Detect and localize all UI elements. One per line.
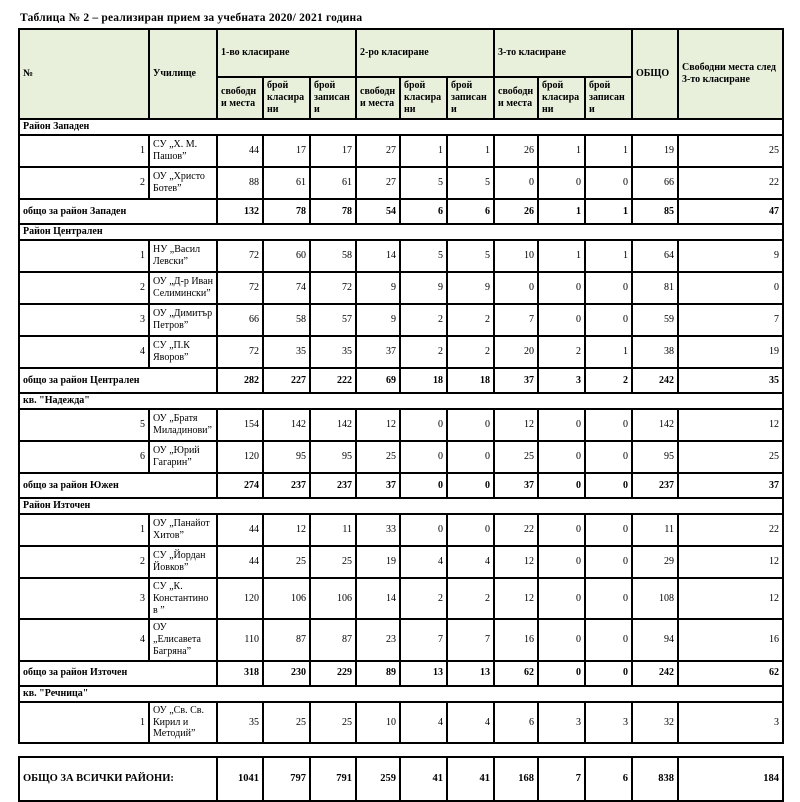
value-cell: 0 <box>538 167 585 199</box>
value-cell: 0 <box>400 473 447 498</box>
district-section-row <box>19 119 783 135</box>
value-cell: 72 <box>310 272 356 304</box>
value-cell: 12 <box>494 546 538 578</box>
value-cell: 17 <box>263 135 310 167</box>
value-cell: 25 <box>310 702 356 743</box>
value-cell: 120 <box>217 578 263 619</box>
school-row <box>19 135 783 167</box>
value-cell: 25 <box>494 441 538 473</box>
value-cell: 29 <box>632 546 678 578</box>
value-cell: 0 <box>538 619 585 660</box>
school-name-cell: ОУ „Д-р Иван Селимински” <box>149 272 217 304</box>
row-number-cell: 5 <box>19 409 149 441</box>
school-row <box>19 619 783 660</box>
value-cell: 12 <box>678 578 783 619</box>
value-cell: 12 <box>356 409 400 441</box>
value-cell: 20 <box>494 336 538 368</box>
value-cell: 0 <box>585 619 632 660</box>
grand-total-row <box>19 757 783 801</box>
value-cell: 227 <box>263 368 310 393</box>
row-number-cell: 3 <box>19 304 149 336</box>
table-body <box>19 119 783 743</box>
table-spacer <box>18 744 782 756</box>
value-cell: 25 <box>263 702 310 743</box>
school-row <box>19 441 783 473</box>
value-cell: 237 <box>310 473 356 498</box>
school-row <box>19 514 783 546</box>
value-cell: 0 <box>585 304 632 336</box>
value-cell: 9 <box>356 272 400 304</box>
value-cell: 237 <box>632 473 678 498</box>
value-cell: 66 <box>632 167 678 199</box>
value-cell: 54 <box>356 199 400 224</box>
value-cell: 4 <box>400 546 447 578</box>
value-cell: 57 <box>310 304 356 336</box>
school-name-cell: ОУ „Панайот Хитов” <box>149 514 217 546</box>
value-cell: 4 <box>447 546 494 578</box>
value-cell: 64 <box>632 240 678 272</box>
value-cell: 19 <box>678 336 783 368</box>
value-cell: 87 <box>310 619 356 660</box>
value-cell: 35 <box>678 368 783 393</box>
grand-total-table <box>18 756 784 802</box>
value-cell: 61 <box>263 167 310 199</box>
district-section-row <box>19 686 783 702</box>
value-cell: 60 <box>263 240 310 272</box>
value-cell: 0 <box>494 167 538 199</box>
value-cell: 142 <box>632 409 678 441</box>
value-cell: 94 <box>632 619 678 660</box>
value-cell: 7 <box>494 304 538 336</box>
value-cell: 4 <box>447 702 494 743</box>
subcol-free-places-2: свободни места <box>356 77 400 119</box>
value-cell: 37 <box>356 473 400 498</box>
admissions-table <box>18 28 784 744</box>
value-cell: 22 <box>678 167 783 199</box>
value-cell: 0 <box>538 304 585 336</box>
value-cell: 1 <box>585 240 632 272</box>
value-cell: 318 <box>217 661 263 686</box>
value-cell: 44 <box>217 546 263 578</box>
value-cell: 0 <box>538 409 585 441</box>
value-cell: 10 <box>494 240 538 272</box>
value-cell: 1 <box>538 135 585 167</box>
value-cell: 1 <box>538 240 585 272</box>
value-cell: 41 <box>447 757 494 801</box>
value-cell: 32 <box>632 702 678 743</box>
value-cell: 0 <box>447 473 494 498</box>
value-cell: 95 <box>632 441 678 473</box>
subcol-ranked-2: брой класирани <box>400 77 447 119</box>
district-total-label: общо за район Южен <box>19 473 217 498</box>
school-row <box>19 336 783 368</box>
value-cell: 13 <box>447 661 494 686</box>
value-cell: 95 <box>310 441 356 473</box>
value-cell: 12 <box>678 546 783 578</box>
district-section-row <box>19 224 783 240</box>
value-cell: 229 <box>310 661 356 686</box>
value-cell: 14 <box>356 240 400 272</box>
value-cell: 38 <box>632 336 678 368</box>
value-cell: 7 <box>447 619 494 660</box>
school-name-cell: НУ „Васил Левски” <box>149 240 217 272</box>
value-cell: 14 <box>356 578 400 619</box>
value-cell: 35 <box>217 702 263 743</box>
value-cell: 1 <box>585 336 632 368</box>
page-title: Таблица № 2 – реализиран прием за учебната 2020/ 2021 година <box>20 12 363 24</box>
row-number-cell: 6 <box>19 441 149 473</box>
value-cell: 25 <box>678 135 783 167</box>
value-cell: 26 <box>494 135 538 167</box>
school-name-cell: СУ „Йордан Йовков” <box>149 546 217 578</box>
value-cell: 3 <box>585 702 632 743</box>
district-total-row <box>19 661 783 686</box>
school-name-cell: СУ „П.К Яворов” <box>149 336 217 368</box>
col-header-free-after: Свободни места след 3-то класиране <box>678 29 783 119</box>
value-cell: 22 <box>678 514 783 546</box>
value-cell: 9 <box>678 240 783 272</box>
district-total-row <box>19 473 783 498</box>
value-cell: 19 <box>632 135 678 167</box>
value-cell: 62 <box>678 661 783 686</box>
school-row <box>19 578 783 619</box>
value-cell: 37 <box>356 336 400 368</box>
value-cell: 13 <box>400 661 447 686</box>
value-cell: 0 <box>400 441 447 473</box>
value-cell: 1 <box>585 199 632 224</box>
value-cell: 282 <box>217 368 263 393</box>
value-cell: 27 <box>356 135 400 167</box>
value-cell: 37 <box>678 473 783 498</box>
row-number-cell: 3 <box>19 578 149 619</box>
value-cell: 17 <box>310 135 356 167</box>
value-cell: 6 <box>585 757 632 801</box>
school-name-cell: СУ „К. Константинов ” <box>149 578 217 619</box>
value-cell: 95 <box>263 441 310 473</box>
school-name-cell: ОУ „Св. Св. Кирил и Методий” <box>149 702 217 743</box>
row-number-cell: 1 <box>19 514 149 546</box>
value-cell: 41 <box>400 757 447 801</box>
value-cell: 242 <box>632 368 678 393</box>
value-cell: 10 <box>356 702 400 743</box>
value-cell: 2 <box>585 368 632 393</box>
value-cell: 3 <box>538 702 585 743</box>
row-number-cell: 2 <box>19 272 149 304</box>
value-cell: 120 <box>217 441 263 473</box>
col-header-total: ОБЩО <box>632 29 678 119</box>
school-row <box>19 702 783 743</box>
table-header <box>19 29 783 119</box>
district-section-label: Район Западен <box>19 119 783 135</box>
value-cell: 2 <box>400 336 447 368</box>
district-total-row <box>19 368 783 393</box>
value-cell: 85 <box>632 199 678 224</box>
value-cell: 242 <box>632 661 678 686</box>
value-cell: 3 <box>678 702 783 743</box>
subcol-ranked-1: брой класирани <box>263 77 310 119</box>
value-cell: 35 <box>310 336 356 368</box>
value-cell: 0 <box>447 441 494 473</box>
value-cell: 222 <box>310 368 356 393</box>
value-cell: 12 <box>678 409 783 441</box>
value-cell: 791 <box>310 757 356 801</box>
row-number-cell: 1 <box>19 135 149 167</box>
value-cell: 0 <box>585 272 632 304</box>
value-cell: 1 <box>400 135 447 167</box>
value-cell: 106 <box>310 578 356 619</box>
value-cell: 154 <box>217 409 263 441</box>
school-row <box>19 272 783 304</box>
value-cell: 59 <box>632 304 678 336</box>
value-cell: 23 <box>356 619 400 660</box>
value-cell: 0 <box>538 514 585 546</box>
col-group-first-ranking: 1-во класиране <box>217 29 356 77</box>
value-cell: 18 <box>400 368 447 393</box>
value-cell: 0 <box>585 409 632 441</box>
value-cell: 26 <box>494 199 538 224</box>
value-cell: 5 <box>447 240 494 272</box>
value-cell: 797 <box>263 757 310 801</box>
value-cell: 6 <box>447 199 494 224</box>
district-section-row <box>19 498 783 514</box>
value-cell: 7 <box>678 304 783 336</box>
value-cell: 2 <box>400 578 447 619</box>
value-cell: 168 <box>494 757 538 801</box>
school-name-cell: ОУ „Братя Миладинови” <box>149 409 217 441</box>
value-cell: 2 <box>447 336 494 368</box>
value-cell: 69 <box>356 368 400 393</box>
value-cell: 89 <box>356 661 400 686</box>
value-cell: 3 <box>538 368 585 393</box>
value-cell: 62 <box>494 661 538 686</box>
value-cell: 7 <box>538 757 585 801</box>
value-cell: 0 <box>585 661 632 686</box>
district-section-row <box>19 393 783 409</box>
value-cell: 5 <box>400 167 447 199</box>
value-cell: 0 <box>400 514 447 546</box>
value-cell: 0 <box>538 473 585 498</box>
value-cell: 18 <box>447 368 494 393</box>
value-cell: 132 <box>217 199 263 224</box>
value-cell: 22 <box>494 514 538 546</box>
value-cell: 12 <box>494 578 538 619</box>
district-section-label: кв. "Речница" <box>19 686 783 702</box>
district-section-label: Район Централен <box>19 224 783 240</box>
value-cell: 142 <box>310 409 356 441</box>
district-section-label: Район Източен <box>19 498 783 514</box>
value-cell: 37 <box>494 368 538 393</box>
value-cell: 0 <box>538 661 585 686</box>
value-cell: 0 <box>585 441 632 473</box>
value-cell: 11 <box>632 514 678 546</box>
value-cell: 37 <box>494 473 538 498</box>
subcol-enrolled-2: брой записани <box>447 77 494 119</box>
row-number-cell: 1 <box>19 702 149 743</box>
value-cell: 25 <box>310 546 356 578</box>
value-cell: 35 <box>263 336 310 368</box>
value-cell: 6 <box>494 702 538 743</box>
district-section-label: кв. "Надежда" <box>19 393 783 409</box>
value-cell: 78 <box>310 199 356 224</box>
value-cell: 81 <box>632 272 678 304</box>
value-cell: 33 <box>356 514 400 546</box>
value-cell: 1 <box>447 135 494 167</box>
value-cell: 87 <box>263 619 310 660</box>
value-cell: 274 <box>217 473 263 498</box>
value-cell: 88 <box>217 167 263 199</box>
value-cell: 44 <box>217 135 263 167</box>
value-cell: 6 <box>400 199 447 224</box>
school-row <box>19 240 783 272</box>
value-cell: 0 <box>538 441 585 473</box>
value-cell: 72 <box>217 240 263 272</box>
value-cell: 0 <box>447 514 494 546</box>
value-cell: 106 <box>263 578 310 619</box>
value-cell: 230 <box>263 661 310 686</box>
school-name-cell: ОУ „Юрий Гагарин” <box>149 441 217 473</box>
value-cell: 12 <box>263 514 310 546</box>
value-cell: 9 <box>356 304 400 336</box>
value-cell: 2 <box>447 304 494 336</box>
value-cell: 2 <box>447 578 494 619</box>
value-cell: 2 <box>538 336 585 368</box>
value-cell: 184 <box>678 757 783 801</box>
value-cell: 61 <box>310 167 356 199</box>
value-cell: 4 <box>400 702 447 743</box>
school-name-cell: ОУ „Елисавета Багряна” <box>149 619 217 660</box>
col-header-number: № <box>19 29 149 119</box>
value-cell: 237 <box>263 473 310 498</box>
school-row <box>19 409 783 441</box>
school-name-cell: ОУ „Димитър Петров” <box>149 304 217 336</box>
value-cell: 74 <box>263 272 310 304</box>
row-number-cell: 4 <box>19 619 149 660</box>
subcol-enrolled-1: брой записани <box>310 77 356 119</box>
school-row <box>19 546 783 578</box>
value-cell: 16 <box>494 619 538 660</box>
value-cell: 9 <box>447 272 494 304</box>
value-cell: 66 <box>217 304 263 336</box>
value-cell: 72 <box>217 272 263 304</box>
row-number-cell: 2 <box>19 167 149 199</box>
value-cell: 0 <box>678 272 783 304</box>
district-total-label: общо за район Източен <box>19 661 217 686</box>
value-cell: 58 <box>263 304 310 336</box>
value-cell: 1 <box>585 135 632 167</box>
subcol-free-places-1: свободни места <box>217 77 263 119</box>
value-cell: 9 <box>400 272 447 304</box>
value-cell: 0 <box>538 578 585 619</box>
value-cell: 25 <box>356 441 400 473</box>
value-cell: 25 <box>678 441 783 473</box>
value-cell: 58 <box>310 240 356 272</box>
district-total-label: общо за район Западен <box>19 199 217 224</box>
value-cell: 11 <box>310 514 356 546</box>
value-cell: 27 <box>356 167 400 199</box>
value-cell: 0 <box>494 272 538 304</box>
value-cell: 78 <box>263 199 310 224</box>
value-cell: 1041 <box>217 757 263 801</box>
value-cell: 0 <box>538 546 585 578</box>
col-header-school: Училище <box>149 29 217 119</box>
value-cell: 0 <box>538 272 585 304</box>
school-name-cell: СУ „Х. М. Пашов” <box>149 135 217 167</box>
value-cell: 5 <box>400 240 447 272</box>
district-total-row <box>19 199 783 224</box>
value-cell: 72 <box>217 336 263 368</box>
school-row <box>19 304 783 336</box>
value-cell: 0 <box>447 409 494 441</box>
value-cell: 12 <box>494 409 538 441</box>
value-cell: 838 <box>632 757 678 801</box>
row-number-cell: 4 <box>19 336 149 368</box>
grand-total-label: ОБЩО ЗА ВСИЧКИ РАЙОНИ: <box>19 757 217 801</box>
school-row <box>19 167 783 199</box>
col-group-second-ranking: 2-ро класиране <box>356 29 494 77</box>
subcol-free-places-3: свободни места <box>494 77 538 119</box>
value-cell: 47 <box>678 199 783 224</box>
value-cell: 19 <box>356 546 400 578</box>
value-cell: 0 <box>585 546 632 578</box>
value-cell: 25 <box>263 546 310 578</box>
col-group-third-ranking: 3-то класиране <box>494 29 632 77</box>
value-cell: 0 <box>400 409 447 441</box>
value-cell: 142 <box>263 409 310 441</box>
value-cell: 110 <box>217 619 263 660</box>
value-cell: 2 <box>400 304 447 336</box>
value-cell: 0 <box>585 578 632 619</box>
value-cell: 259 <box>356 757 400 801</box>
school-name-cell: ОУ „Христо Ботев” <box>149 167 217 199</box>
district-total-label: общо за район Централен <box>19 368 217 393</box>
subcol-ranked-3: брой класирани <box>538 77 585 119</box>
value-cell: 44 <box>217 514 263 546</box>
value-cell: 7 <box>400 619 447 660</box>
row-number-cell: 1 <box>19 240 149 272</box>
value-cell: 108 <box>632 578 678 619</box>
value-cell: 0 <box>585 167 632 199</box>
value-cell: 1 <box>538 199 585 224</box>
value-cell: 16 <box>678 619 783 660</box>
row-number-cell: 2 <box>19 546 149 578</box>
value-cell: 0 <box>585 514 632 546</box>
value-cell: 0 <box>585 473 632 498</box>
value-cell: 5 <box>447 167 494 199</box>
subcol-enrolled-3: брой записани <box>585 77 632 119</box>
